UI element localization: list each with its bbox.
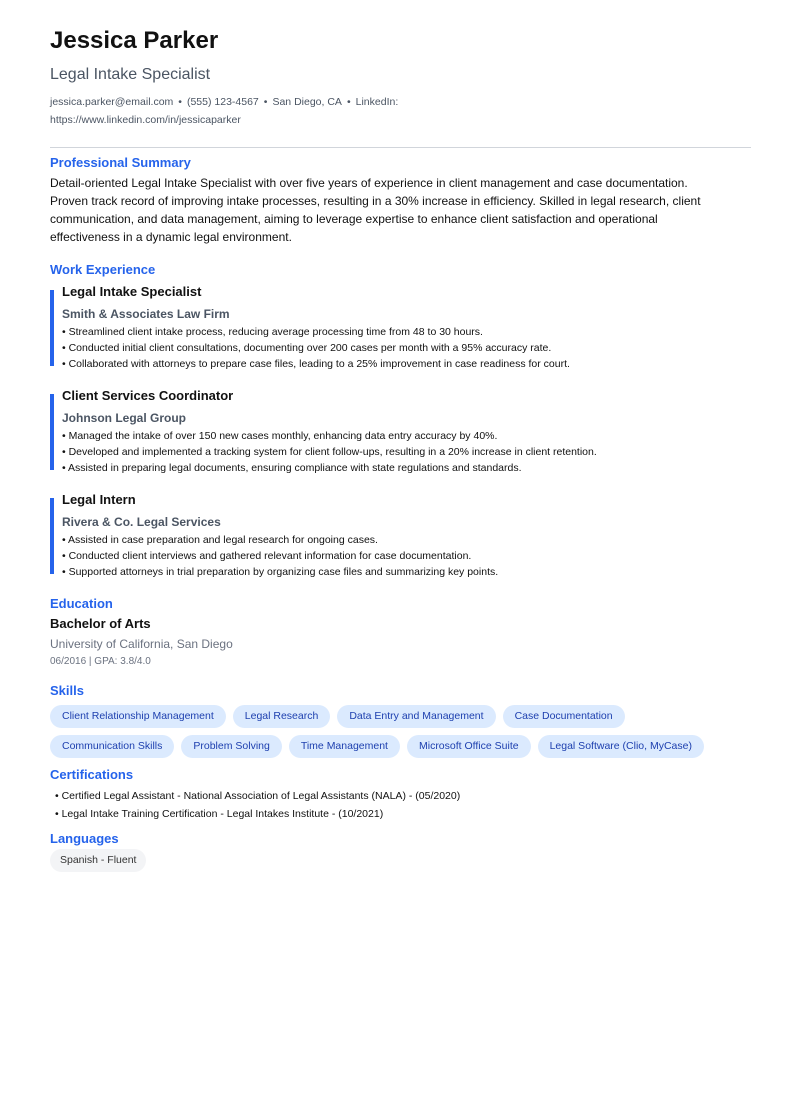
certifications-list [50, 787, 751, 823]
section-title-languages: Languages [50, 831, 119, 846]
education-degree: Bachelor of Arts [50, 616, 151, 631]
contact-email[interactable]: jessica.parker@email.com [50, 96, 174, 108]
job-bullet: • Supported attorneys in trial preparation by organizing case files and summarizing key points. [62, 566, 499, 578]
job-bullets [62, 324, 751, 372]
job-bullet: • Conducted client interviews and gathered relevant information for case documentation. [62, 550, 472, 562]
job-bullets [62, 532, 751, 580]
skill-chip: Problem Solving [181, 735, 281, 758]
job-bullet: • Developed and implemented a tracking system for client follow-ups, resulting in a 20% increase in client retention. [62, 446, 597, 458]
section-title-certifications: Certifications [50, 767, 134, 782]
job-accent-bar [50, 290, 54, 366]
section-title-skills: Skills [50, 683, 84, 698]
education-school: University of California, San Diego [50, 637, 233, 651]
skills-list [50, 705, 751, 765]
contact-separator: • [178, 96, 182, 108]
job-title: Legal Intake Specialist [62, 284, 202, 299]
section-title-work-experience: Work Experience [50, 262, 156, 277]
resume-page [50, 26, 751, 872]
languages-list [50, 847, 751, 872]
job-entry [50, 388, 751, 476]
skill-chip: Time Management [289, 735, 400, 758]
job-entry [50, 492, 751, 580]
contact-linkedin-url[interactable]: https://www.linkedin.com/in/jessicaparker [50, 114, 241, 126]
job-bullet: • Assisted in preparing legal documents, ensuring compliance with state regulations and standards. [62, 462, 522, 474]
job-accent-bar [50, 394, 54, 470]
certification-item: • Legal Intake Training Certification - Legal Intakes Institute - (10/2021) [55, 808, 384, 820]
skill-chip: Case Documentation [503, 705, 625, 728]
job-bullets [62, 428, 751, 476]
summary-text: Detail-oriented Legal Intake Specialist with over five years of experience in client management and case documentation. Proven track record of improving intake processes, resulting in a 30% increase in efficiency. Skilled in legal research, client communication, and data management, aiming to leverage expertise to enhance client satisfaction and operational effectiveness in a dynamic legal environment. [50, 176, 701, 244]
contact-separator: • [263, 96, 268, 108]
job-bullet: • Managed the intake of over 150 new cases monthly, enhancing data entry accuracy by 40%. [62, 430, 498, 442]
skill-chip: Client Relationship Management [50, 705, 226, 728]
language-chip: Spanish - Fluent [50, 849, 146, 872]
skill-chip: Legal Software (Clio, MyCase) [538, 735, 704, 758]
contact-phone: (555) 123-4567 [186, 96, 259, 108]
job-bullet: • Streamlined client intake process, reducing average processing time from 48 to 30 hours. [62, 326, 483, 338]
contact-linkedin-label: LinkedIn: [355, 96, 399, 108]
education-meta: 06/2016 | GPA: 3.8/4.0 [50, 656, 151, 667]
certification-item: • Certified Legal Assistant - National Association of Legal Assistants (NALA) - (05/2020) [55, 790, 461, 802]
candidate-name: Jessica Parker [50, 27, 219, 54]
skill-chip: Data Entry and Management [337, 705, 495, 728]
job-bullet: • Collaborated with attorneys to prepare case files, leading to a 25% improvement in case readiness for court. [62, 358, 570, 370]
header-divider [50, 147, 751, 148]
section-title-summary: Professional Summary [50, 155, 191, 170]
job-bullet: • Conducted initial client consultations, documenting over 200 cases per month with a 95% accuracy rate. [62, 342, 552, 354]
job-bullet: • Assisted in case preparation and legal research for ongoing cases. [62, 534, 378, 546]
job-title: Client Services Coordinator [62, 388, 234, 403]
contact-separator: • [346, 96, 351, 108]
section-title-education: Education [50, 596, 113, 611]
job-title: Legal Intern [62, 492, 136, 507]
skill-chip: Microsoft Office Suite [407, 735, 531, 758]
contact-location: San Diego, CA [272, 96, 342, 108]
job-company: Rivera & Co. Legal Services [62, 515, 221, 529]
job-company: Smith & Associates Law Firm [62, 307, 230, 321]
job-entry [50, 284, 751, 372]
contact-line [50, 93, 430, 129]
candidate-role: Legal Intake Specialist [50, 66, 211, 83]
job-company: Johnson Legal Group [62, 411, 187, 425]
skill-chip: Legal Research [233, 705, 331, 728]
job-accent-bar [50, 498, 54, 574]
skill-chip: Communication Skills [50, 735, 174, 758]
